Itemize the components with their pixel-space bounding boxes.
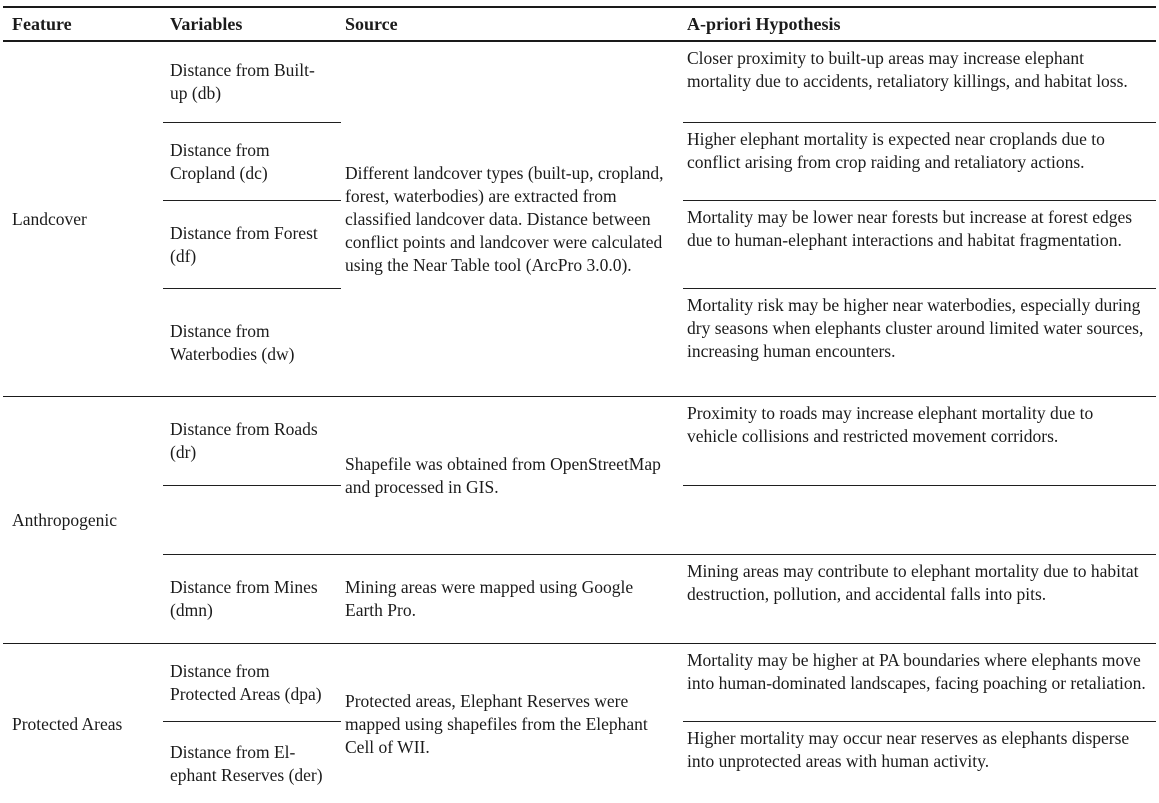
hypothesis-cell-roads: Proximity to roads may increase elephant mortality due to vehicle collisions and restricted movement corridors. [683, 397, 1156, 486]
source-cell-landcover: Different landcover types (built-up, cropland, forest, waterbodies) are extracted from classified landcover data. Distance between conflict points and landcover were calculated using the Near Table tool (ArcPro 3.0.0). [341, 42, 683, 397]
variable-cell-elephant-reserves: Distance from Elephant Reserves (der) [170, 741, 323, 785]
column-header-source: Source [341, 8, 683, 42]
hypothesis-cell-empty [683, 486, 1156, 555]
hypothesis-cell-forest: Mortality may be lower near forests but increase at forest edges due to human-elephant interactions and habitat fragmentation. [683, 201, 1156, 289]
source-cell-protected-areas: Protected areas, Elephant Reserves were mapped using shapefiles from the Elephant Cell of WII. [345, 691, 648, 757]
hypothesis-cell-mines: Mining areas may contribute to elephant mortality due to habitat destruction, pollution, and accidental falls into pits. [683, 555, 1156, 644]
hypothesis-cell-cropland: Higher elephant mortality is expected near croplands due to conflict arising from crop raiding and retaliatory actions. [683, 123, 1156, 201]
hypothesis-cell-elephant-reserves: Higher mortality may occur near reserves as elephants disperse into unprotected areas with human activity. [687, 728, 1130, 771]
variable-cell-roads: Distance from Roads (dr) [163, 397, 341, 486]
variable-cell-mines: Distance from Mines (dmn) [163, 555, 341, 644]
variables-hypothesis-table [3, 6, 1156, 803]
variable-cell-forest: Distance from Forest (df) [163, 201, 341, 289]
variable-cell-protected-areas: Distance from Protected Areas (dpa) [163, 644, 341, 722]
column-header-hypothesis: A-priori Hypothesis [683, 8, 1156, 42]
variable-cell-waterbodies: Distance from Waterbodies (dw) [163, 289, 341, 397]
column-header-variables: Variables [163, 8, 341, 42]
hypothesis-cell-builtup: Closer proximity to built-up areas may increase elephant mortality due to accidents, retaliatory killings, and habitat loss. [683, 42, 1156, 123]
hypothesis-cell-waterbodies: Mortality risk may be higher near waterbodies, especially during dry seasons when elephants cluster around limited water sources, increasing human encounters. [683, 289, 1156, 397]
feature-cell-protected-areas: Protected Areas [12, 714, 123, 734]
feature-cell-landcover: Landcover [3, 42, 163, 397]
variable-cell-cropland: Distance from Cropland (dc) [163, 123, 341, 201]
source-cell-roads: Shapefile was obtained from OpenStreetMap and processed in GIS. [341, 397, 683, 555]
column-header-feature: Feature [3, 8, 163, 42]
variable-cell-builtup: Distance from Built-up (db) [163, 42, 341, 123]
source-cell-mines: Mining areas were mapped using Google Earth Pro. [341, 555, 683, 644]
hypothesis-cell-protected-areas: Mortality may be higher at PA boundaries where elephants move into human-dominated landscapes, facing poaching or retaliation. [683, 644, 1156, 722]
variable-cell-empty [163, 486, 341, 555]
feature-cell-anthropogenic: Anthropogenic [3, 397, 163, 644]
